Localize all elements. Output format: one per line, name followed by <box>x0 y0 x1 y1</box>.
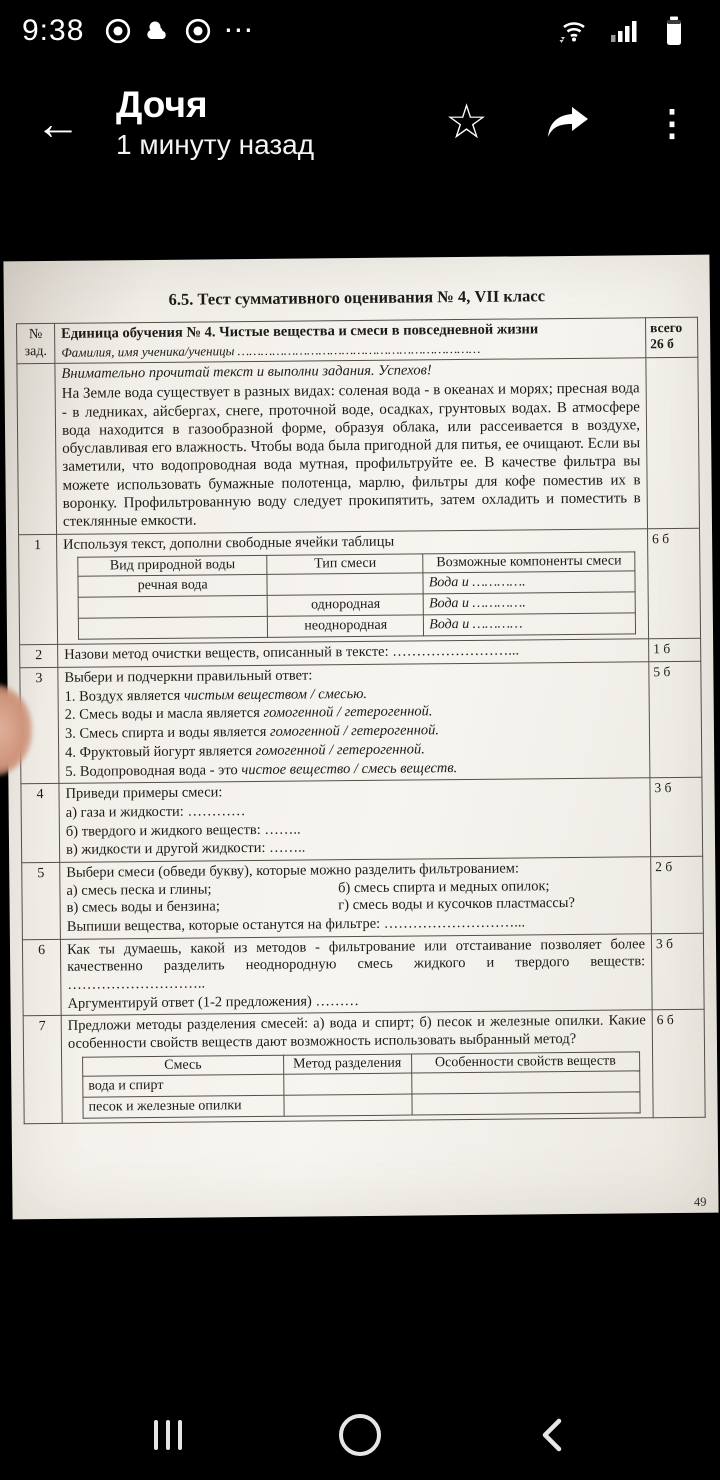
column-header: Метод разделения <box>283 1054 411 1074</box>
num-column-header: № зад. <box>17 323 55 363</box>
task-content <box>60 857 652 939</box>
task3-item: 3. Смесь спирта и воды является гомогенной / гетерогенной. <box>64 722 440 742</box>
option: в) смесь воды и бензина; <box>66 898 220 917</box>
task1-fill-table <box>77 552 636 640</box>
task-content <box>58 662 650 784</box>
intro-row <box>17 357 700 535</box>
navigation-bar <box>0 1390 720 1480</box>
task-content <box>60 933 652 1015</box>
task-number: 3 <box>20 667 59 783</box>
cell: речная вода <box>78 575 268 598</box>
table-row <box>83 1092 640 1118</box>
task7-text: Предложи методы разделения смесей: а) вода и спирт; б) песок и железные опилки. Какие особенности свойств веществ дают возможность использовать выбранный метод? <box>67 1012 646 1052</box>
cell <box>283 1094 411 1116</box>
task-row-5 <box>22 856 704 939</box>
student-name-line: Фамилия, имя ученика/ученицы ……………………………………………………… <box>61 340 481 360</box>
unit-header-cell <box>55 318 646 363</box>
cell <box>78 617 268 640</box>
sender-name: Дочя <box>116 83 208 125</box>
task3-item: 2. Смесь воды и масла является гомогенной / гетерогенной. <box>64 703 433 724</box>
task-number: 4 <box>21 784 60 863</box>
cell: песок и железные опилки <box>83 1095 284 1118</box>
status-bar-right <box>558 15 698 47</box>
cell: вода и спирт <box>83 1074 284 1097</box>
option: г) смесь воды и кусочков пластмассы? <box>338 895 576 914</box>
cell <box>412 1092 641 1115</box>
task7-fill-table <box>82 1051 641 1118</box>
task5-outro: Выпиши вещества, которые останутся на фильтре: ………………………... <box>66 914 526 935</box>
task3-item: 4. Фруктовый йогурт является гомогенной / гетерогенной. <box>65 741 425 761</box>
chrome-notification-icon <box>102 15 134 47</box>
task-number: 7 <box>23 1016 62 1124</box>
task3-instruction: Выбери и подчеркни правильный ответ: <box>64 667 313 686</box>
column-header: Возможные компоненты смеси <box>423 552 635 573</box>
wifi-icon <box>558 15 590 47</box>
unit-title: Единица обучения № 4. Чистые вещества и смеси в повседневной жизни <box>61 321 539 342</box>
document-title: 6.5. Тест суммативного оценивания № 4, VII класс <box>168 286 546 309</box>
task-points: 6 б <box>648 528 701 639</box>
home-icon <box>339 1414 381 1456</box>
task-number: 1 <box>19 534 58 645</box>
cell: Вода и ………… <box>424 613 636 636</box>
home-button[interactable] <box>330 1405 390 1465</box>
task-row-7 <box>23 1010 705 1124</box>
signal-strength-icon <box>608 15 640 47</box>
option: б) смесь спирта и медных опилок; <box>338 877 550 896</box>
task-points: 1 б <box>649 639 701 662</box>
total-points-cell: всего 26 б <box>645 317 697 357</box>
header-actions <box>444 96 720 149</box>
doc-header-row <box>17 317 698 363</box>
cell: однородная <box>268 594 424 616</box>
test-table <box>16 317 706 1124</box>
column-header: Тип смеси <box>267 554 423 575</box>
page-number: 49 <box>693 1194 707 1209</box>
task-number: 2 <box>20 645 58 668</box>
intro-instruction: Внимательно прочитай текст и выполни задания. Успехов! <box>61 361 432 382</box>
task6-outro: Аргументируй ответ (1-2 предложения) ……… <box>67 992 359 1012</box>
task-points: 3 б <box>650 777 703 856</box>
task-points: 3 б <box>651 933 704 1010</box>
task-row-3 <box>20 661 702 784</box>
task-content <box>59 778 651 862</box>
recents-button[interactable] <box>138 1405 198 1465</box>
column-header: Вид природной воды <box>78 556 268 577</box>
column-header: Смесь <box>83 1055 284 1076</box>
task3-item: 1. Воздух является чистым веществом / смесью. <box>64 685 368 705</box>
cell <box>267 573 423 595</box>
task-row-1 <box>19 528 701 645</box>
task4-instruction: Приведи примеры смеси: <box>65 784 223 803</box>
nav-back-button[interactable] <box>522 1405 582 1465</box>
task2-text: Назови метод очистки веществ, описанный в тексте: ……………………... <box>64 642 520 664</box>
task-points: 6 б <box>652 1010 705 1118</box>
cell <box>78 596 268 619</box>
more-notifications-icon: ⋯ <box>223 14 254 47</box>
intro-paragraph: На Земле вода существует в разных видах: соленая вода - в океанах и морях; пресная вода - в ледниках, айсбергах, снеге, проточной воде, осадках, грунтовых водах. В атмосфере вода находится в газообразной форме, образуя облака, или рассеивается в воздухе, обуславливая его влажность. Чтобы вода была пригодной для питья, ее очищают. Если вы заметили, что водопроводная вода мутная, профильтруйте ее. В качестве фильтра вы можете использовать бумажные полотенца, марлю, фильтры для кофе поместив их в воронку. Профильтрованную воду следует прокипятить, затем охладить и поместить в стеклянные емкости. <box>61 380 641 531</box>
task-row-6 <box>22 933 704 1016</box>
photo-timestamp: 1 минуту назад <box>116 129 315 161</box>
share-button[interactable] <box>546 105 590 141</box>
favorite-star-button[interactable]: ☆ <box>444 96 488 149</box>
intro-num-cell <box>17 363 57 534</box>
photo-area[interactable] <box>0 184 720 1390</box>
option: а) смесь песка и глины; <box>66 881 212 899</box>
task4-line: б) твердого и жидкого веществ: …….. <box>65 821 301 840</box>
intro-points-cell <box>646 357 700 529</box>
task-number: 5 <box>22 862 61 939</box>
task-row-4 <box>21 777 703 862</box>
task4-line: а) газа и жидкости: ………… <box>65 803 246 821</box>
table-row <box>78 613 635 639</box>
status-time: 9:38 <box>22 14 85 47</box>
cell <box>283 1073 411 1095</box>
intro-cell <box>55 357 648 534</box>
overflow-menu-button[interactable]: ⋮ <box>654 102 690 143</box>
title-block <box>116 85 445 162</box>
task4-line: в) жидкости и другой жидкости: …….. <box>65 839 306 859</box>
task6-text: Как ты думаешь, какой из методов - фильтрование или отстаивание позволяет более качественно разделить неоднородную смесь жидкого и твердого веществ: ……………………….. <box>66 935 646 993</box>
document-photo <box>3 255 718 1220</box>
cell: неоднородная <box>268 615 424 637</box>
task3-item: 5. Водопроводная вода - это чистое вещество / смесь веществ. <box>65 759 458 780</box>
task-content <box>57 528 649 644</box>
task-points: 5 б <box>649 661 702 778</box>
battery-icon <box>658 15 690 47</box>
photo-viewer-header <box>0 62 720 184</box>
chrome-notification-icon-2 <box>182 15 214 47</box>
cell: Вода и …………. <box>423 571 635 594</box>
back-button[interactable]: ← <box>35 97 81 149</box>
column-header: Особенности свойств веществ <box>411 1052 640 1073</box>
task-points: 2 б <box>651 856 704 933</box>
task1-instruction: Используя текст, дополни свободные ячейки таблицы <box>63 533 395 553</box>
status-bar <box>0 0 720 62</box>
task-number: 6 <box>22 939 61 1016</box>
weather-notification-icon <box>142 15 174 47</box>
cell <box>411 1071 640 1094</box>
task5-instruction: Выбери смеси (обведи букву), которые можно разделить фильтрованием: <box>66 860 520 881</box>
task-content <box>61 1010 653 1123</box>
cell: Вода и …………. <box>423 592 635 615</box>
task5-options <box>66 877 644 918</box>
